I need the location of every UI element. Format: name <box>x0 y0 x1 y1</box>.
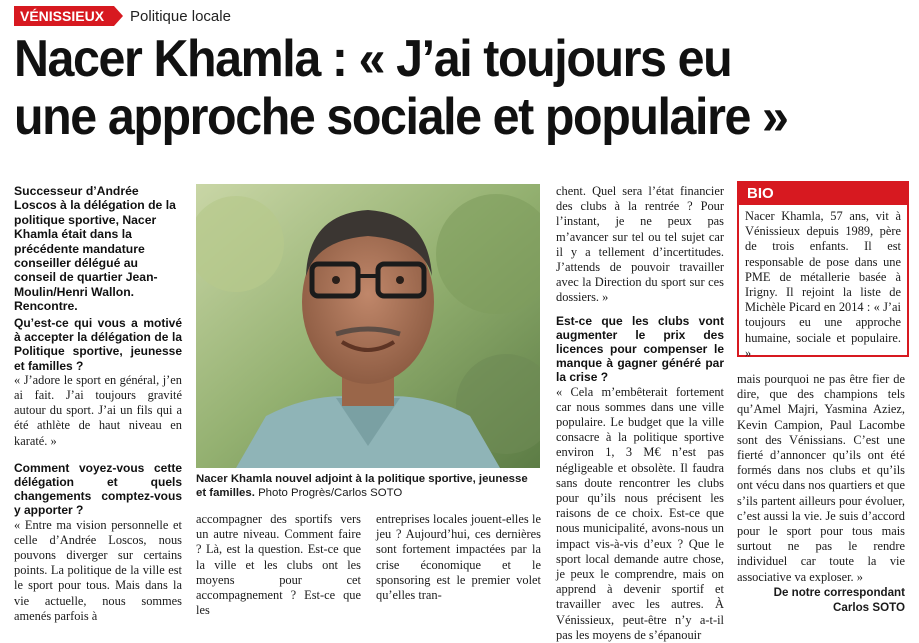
signature <box>737 585 905 615</box>
column-4 <box>556 184 724 643</box>
signature-author: Carlos SOTO <box>833 600 905 614</box>
portrait-photo <box>196 184 540 468</box>
section-rubric: Politique locale <box>130 7 231 25</box>
portrait-illustration <box>196 184 540 468</box>
photo-caption <box>196 472 540 500</box>
headline-line-1: Nacer Khamla : « J’ai toujours eu <box>14 30 732 88</box>
answer-3: « Cela m’embêterait fortement car nous sommes dans une ville populaire. Le budget que la ville consacre à la politique sportive environ 1, 3 M€ n’est pas négligeable et obsolète. Il faudra sans doute rencontrer les clubs pour qu’ils nous précisent les raisons de ce choix. Est-ce que nous municipalité, avons-nous un impact vis-à-vis d’eux ? Que le sport local demande autre chose, je peux le comprendre, mais on apprend à devenir sportif et travailler avec les autres. À Vénissieux, peut-être n’y a-t-il pas les moyens de s’épanouir <box>556 384 724 642</box>
city-kicker: VÉNISSIEUX <box>14 6 114 26</box>
signature-line-1: De notre correspondant <box>773 585 905 599</box>
column-3-bottom: entreprises locales jouent-elles le jeu ? Aujourd’hui, ces dernières sont fortement impactées par la crise économique et le sponsoring est le premier volet qu’elles tran- <box>376 512 541 603</box>
caption-text: Nacer Khamla nouvel adjoint à la politique sportive, jeunesse et familles. <box>196 473 528 499</box>
photo-credit: Photo Progrès/Carlos SOTO <box>258 487 403 499</box>
question-1: Qu’est-ce qui vous a motivé à accepter la délégation de la Politique sportive, jeunesse et familles ? <box>14 316 182 373</box>
answer-2: « Entre ma vision personnelle et celle d’Andrée Loscos, nous pouvons diverger sur certains points. La politique de la ville est le sport pour tous. Mais dans la vie actuelle, nous sommes amenés parfois à <box>14 517 182 623</box>
column-5 <box>737 372 905 615</box>
bio-title: BIO <box>739 183 907 205</box>
rubric-bar <box>14 6 231 26</box>
headline <box>14 30 846 146</box>
column-4-top: chent. Quel sera l’état financier des clubs à la rentrée ? Pour l’instant, je ne peux pas m’avancer sur tel ou tel sujet car il y a tellement d’incertitudes. J’attends de pouvoir travailler avec la Direction du sport sur ces dossiers. » <box>556 184 724 305</box>
lead-paragraph: Successeur d’Andrée Loscos à la délégation de la politique sportive, Nacer Khamla était dans la précédente mandature conseiller délégué au conseil de quartier Jean-Moulin/Henri Wallon. Rencontre. <box>14 184 176 314</box>
column-1 <box>14 316 182 624</box>
question-2: Comment voyez-vous cette délégation et quels changements comptez-vous y apporter ? <box>14 460 182 518</box>
headline-line-2: une approche sociale et populaire » <box>14 88 788 146</box>
bio-box <box>737 181 909 360</box>
column-5-text: mais pourquoi ne pas être fier de dire, que des champions tels qu’Amel Majri, Yasmina Aziez, Kevin Campion, Paul Lacombe sont des Vénissians. C’est une fierté d’annoncer qu’ils ont été formés dans nos clubs et qu’ils ont vécu dans nos quartiers et que s’ils partent ailleurs pour évoluer, c’est aussi la vie. Je suis d’accord pour le sport pour tous mais surtout ne pas le rendre individuel car toute la vie associative va exploser. » <box>737 372 905 584</box>
answer-1: « J’adore le sport en général, j’en ai fait. J’ai toujours gravité autour du sport. J’ai un fils qui a été athlète de haut niveau en karaté. » <box>14 372 182 448</box>
column-2-bottom: accompagner des sportifs vers un autre niveau. Comment faire ? Là, est la question. Est-ce que la ville et les clubs ont les moyens pour cet accompagnement ? Est-ce que les <box>196 512 361 618</box>
bio-text: Nacer Khamla, 57 ans, vit à Vénissieux depuis 1989, père de trois enfants. Il est responsable de pose dans une PME de métallerie basée à Irigny. Il rejoint la liste de Michèle Picard en 2014 : « J’ai toujours eu une approche humaine, sociale et populaire. » <box>745 209 901 360</box>
question-3: Est-ce que les clubs vont augmenter le prix des licences pour compenser le manque à gagner généré par la crise ? <box>556 313 724 385</box>
